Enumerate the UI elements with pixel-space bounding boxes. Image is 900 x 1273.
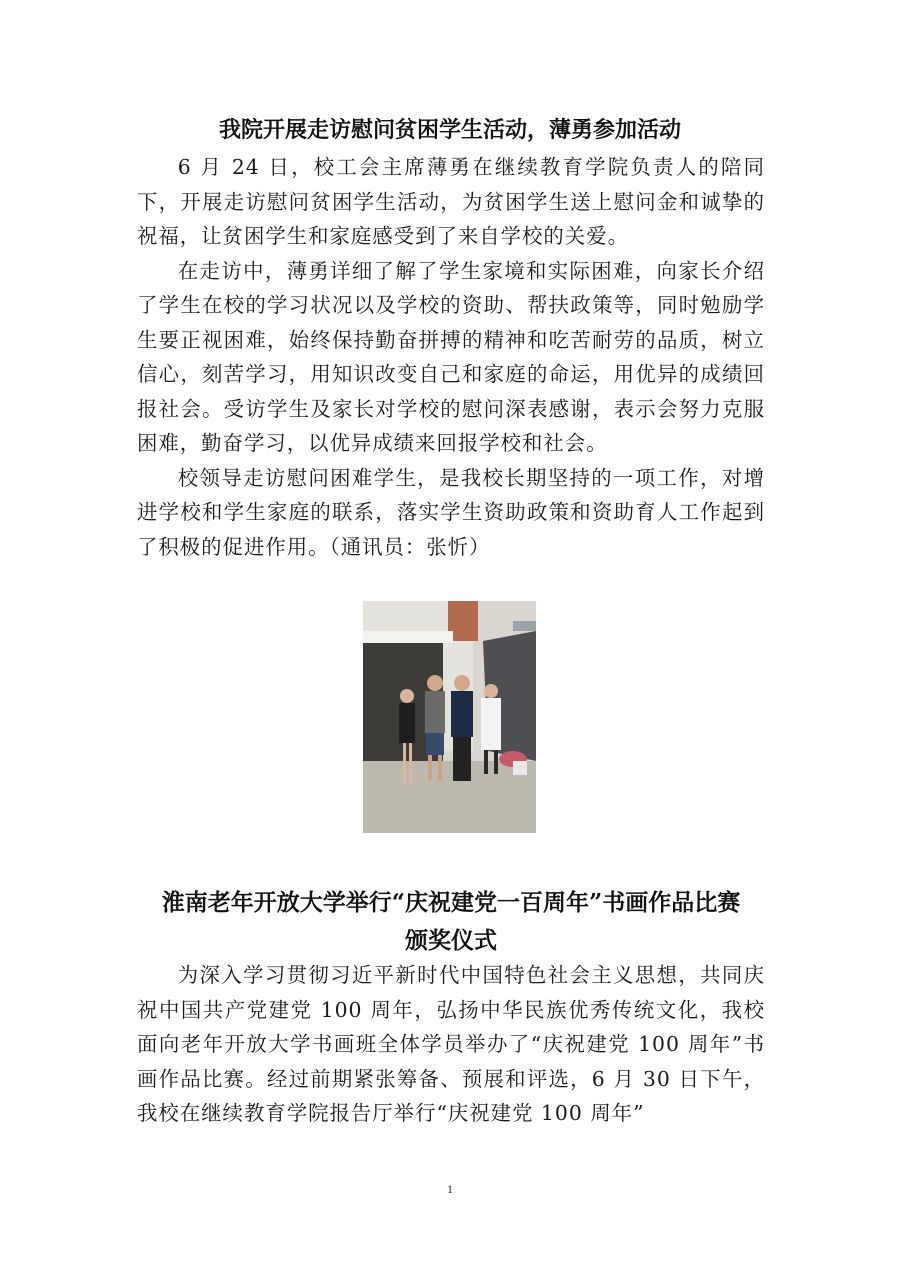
article2-paragraph-1: 为深入学习贯彻习近平新时代中国特色社会主义思想，共同庆祝中国共产党建党 100 周年，弘扬中华民族优秀传统文化，我校面向老年开放大学书画班全体学员举办了“庆祝建党 100 周年”书画作品比赛。经过前期紧张筹备、预展和评选，6 月 30 日下午，我校在继续教育学院报告厅举行“庆祝建党 100 周年” <box>137 963 765 1125</box>
article2-title-line1: 淮南老年开放大学举行“庆祝建党一百周年”书画作品比赛 <box>161 889 741 916</box>
page-number: 1 <box>447 1182 453 1196</box>
article1-paragraph-2: 在走访中，薄勇详细了解了学生家境和实际困难，向家长介绍了学生在校的学习状况以及学校的资助、帮扶政策等，同时勉励学生要正视困难，始终保持勤奋拼搏的精神和吃苦耐劳的品质，树立信心，刻苦学习，用知识改变自己和家庭的命运，用优异的成绩回报社会。受访学生及家长对学校的慰问深表感谢，表示会努力克服困难，勤奋学习，以优异成绩来回报学校和社会。 <box>137 258 765 455</box>
article2-title <box>137 884 765 960</box>
visit-photo <box>363 601 536 833</box>
article1-paragraph-3: 校领导走访慰问困难学生，是我校长期坚持的一项工作，对增进学校和学生家庭的联系，落实学生资助政策和资助育人工作起到了积极的促进作用。（通讯员：张忻） <box>137 465 765 559</box>
article1-body <box>137 150 765 564</box>
article1-title: 我院开展走访慰问贫困学生活动，薄勇参加活动 <box>218 117 681 143</box>
article2-title-line2: 颁奖仪式 <box>405 927 497 954</box>
article2-body <box>137 958 765 1131</box>
article1-paragraph-1: 6 月 24 日，校工会主席薄勇在继续教育学院负责人的陪同下，开展走访慰问贫困学生活动，为贫困学生送上慰问金和诚挚的祝福，让贫困学生和家庭感受到了来自学校的关爱。 <box>137 155 765 248</box>
